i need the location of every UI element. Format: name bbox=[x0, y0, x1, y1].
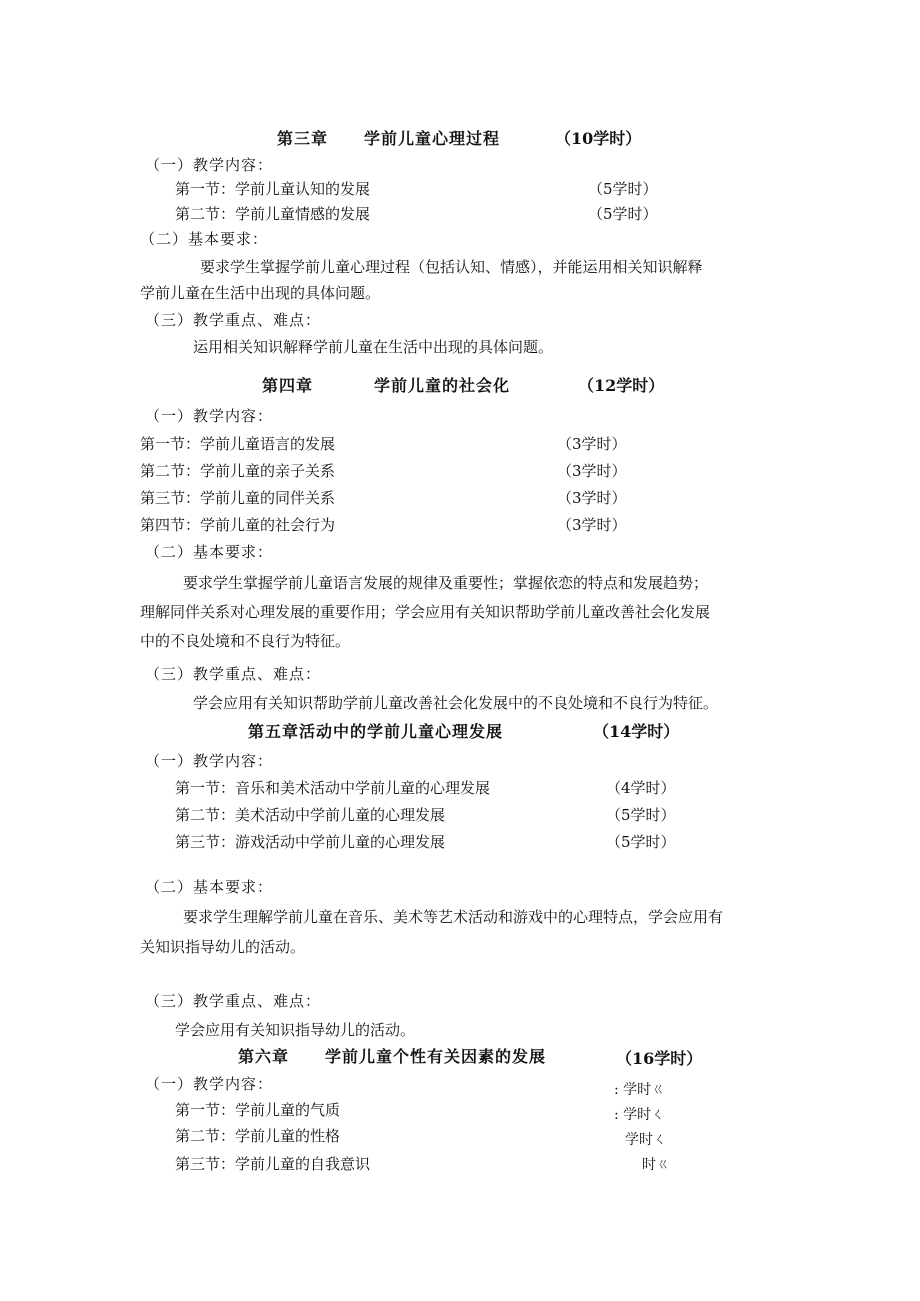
ch3-hours-num: 10 bbox=[571, 129, 594, 148]
ch3-key-heading: （三）教学重点、难点： bbox=[145, 311, 322, 329]
ch3-req-line2: 学前儿童在生活中出现的具体问题。 bbox=[140, 284, 381, 302]
ch3-title-label: 第三章 bbox=[277, 129, 329, 148]
ch4-key-text: 学会应用有关知识帮助学前儿童改善社会化发展中的不良处境和不良行为特征。 bbox=[193, 694, 719, 712]
ch6-garbled-hours-2: : 学时ㄑ bbox=[614, 1107, 666, 1123]
ch3-content-heading: （一）教学内容： bbox=[145, 156, 274, 174]
ch4-section-1: 第一节：学前儿童语言的发展 bbox=[140, 435, 336, 453]
ch5-title-hours bbox=[593, 722, 679, 742]
ch3-section-1-hours: （5学时） bbox=[588, 180, 658, 198]
ch5-section-3: 第三节：游戏活动中学前儿童的心理发展 bbox=[175, 833, 446, 851]
ch5-hours-open: （ bbox=[593, 722, 610, 741]
ch3-section-1: 第一节：学前儿童认知的发展 bbox=[175, 180, 371, 198]
ch5-req-heading: （二）基本要求： bbox=[145, 878, 274, 896]
ch5-section-1: 第一节：音乐和美术活动中学前儿童的心理发展 bbox=[175, 779, 491, 797]
ch5-req-line1: 要求学生理解学前儿童在音乐、美术等艺术活动和游戏中的心理特点，学会应用有 bbox=[183, 908, 724, 926]
ch6-title-name: 学前儿童个性有关因素的发展 bbox=[325, 1047, 547, 1066]
ch4-section-3-hours: （3学时） bbox=[557, 489, 627, 507]
ch4-section-4-hours: （3学时） bbox=[557, 516, 627, 534]
ch5-title: 第五章活动中的学前儿童心理发展 bbox=[248, 722, 504, 741]
ch6-garbled-hours-3: 学时ㄑ bbox=[625, 1132, 667, 1148]
ch4-title-name: 学前儿童的社会化 bbox=[374, 376, 511, 395]
ch6-section-2: 第二节：学前儿童的性格 bbox=[175, 1127, 341, 1145]
ch5-section-2: 第二节：美术活动中学前儿童的心理发展 bbox=[175, 806, 446, 824]
ch6-hours-num: 16 bbox=[632, 1049, 655, 1068]
ch5-content-heading: （一）教学内容： bbox=[145, 752, 274, 770]
ch3-section-2: 第二节：学前儿童情感的发展 bbox=[175, 205, 371, 223]
ch4-req-heading: （二）基本要求： bbox=[145, 543, 274, 561]
ch3-section-2-hours: （5学时） bbox=[588, 205, 658, 223]
ch6-title-hours bbox=[616, 1049, 702, 1069]
ch4-section-3: 第三节：学前儿童的同伴关系 bbox=[140, 489, 336, 507]
ch3-title-name: 学前儿童心理过程 bbox=[364, 129, 501, 148]
ch5-key-heading: （三）教学重点、难点： bbox=[145, 992, 322, 1010]
ch3-hours-close: 学时） bbox=[593, 129, 642, 148]
ch4-req-line1: 要求学生掌握学前儿童语言发展的规律及重要性；掌握依恋的特点和发展趋势； bbox=[183, 574, 709, 592]
ch4-req-line3: 中的不良处境和不良行为特征。 bbox=[140, 632, 351, 650]
ch5-req-line2: 关知识指导幼儿的活动。 bbox=[140, 938, 306, 956]
ch3-req-heading: （二）基本要求： bbox=[140, 230, 269, 248]
ch5-section-3-hours: （5学时） bbox=[606, 833, 676, 851]
ch4-hours-close: 学时） bbox=[616, 376, 665, 395]
ch6-garbled-hours-4: 时ㄍ bbox=[642, 1157, 670, 1173]
ch3-key-text: 运用相关知识解释学前儿童在生活中出现的具体问题。 bbox=[193, 338, 554, 356]
ch6-title-label: 第六章 bbox=[238, 1047, 290, 1066]
ch4-section-4: 第四节：学前儿童的社会行为 bbox=[140, 516, 336, 534]
ch4-section-2: 第二节：学前儿童的亲子关系 bbox=[140, 462, 336, 480]
ch5-key-text: 学会应用有关知识指导幼儿的活动。 bbox=[175, 1021, 416, 1039]
ch3-title-hours bbox=[555, 129, 641, 149]
ch4-section-2-hours: （3学时） bbox=[557, 462, 627, 480]
ch4-hours-open: （ bbox=[578, 376, 595, 395]
ch6-hours-open: （ bbox=[616, 1049, 633, 1068]
ch6-content-heading: （一）教学内容： bbox=[145, 1075, 274, 1093]
ch4-title-label: 第四章 bbox=[262, 376, 314, 395]
ch5-hours-close: 学时） bbox=[631, 722, 680, 741]
ch3-hours-open: （ bbox=[555, 129, 572, 148]
ch6-section-3: 第三节：学前儿童的自我意识 bbox=[175, 1155, 371, 1173]
ch4-hours-num: 12 bbox=[594, 376, 617, 395]
ch5-section-2-hours: （5学时） bbox=[606, 806, 676, 824]
ch3-req-line1: 要求学生掌握学前儿童心理过程（包括认知、情感），并能运用相关知识解释 bbox=[200, 258, 703, 276]
ch4-req-line2: 理解同伴关系对心理发展的重要作用；学会应用有关知识帮助学前儿童改善社会化发展 bbox=[140, 603, 711, 621]
ch4-section-1-hours: （3学时） bbox=[557, 435, 627, 453]
ch6-section-1: 第一节：学前儿童的气质 bbox=[175, 1101, 341, 1119]
ch6-hours-close: 学时） bbox=[654, 1049, 703, 1068]
ch5-section-1-hours: （4学时） bbox=[606, 779, 676, 797]
ch4-key-heading: （三）教学重点、难点： bbox=[145, 665, 322, 683]
ch5-hours-num: 14 bbox=[609, 722, 632, 741]
ch6-garbled-hours-1: : 学时ㄍ bbox=[614, 1082, 666, 1098]
ch4-content-heading: （一）教学内容： bbox=[145, 407, 274, 425]
ch4-title-hours bbox=[578, 376, 664, 396]
